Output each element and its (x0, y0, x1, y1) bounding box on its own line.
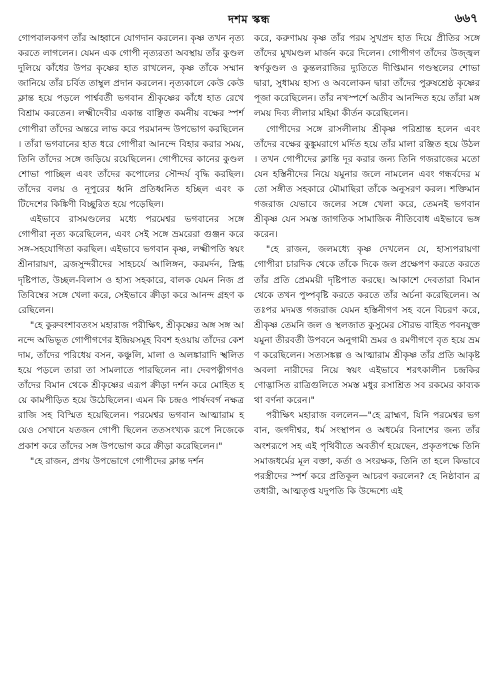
paragraph: "হে রাজন, জলমধ্যে কৃষ্ণ দেখলেন যে, হাস্যপরায়ণা গোপীরা চারদিক থেকে তাঁকে দিকে জল প্রক্ষেপণ করতে করতে তাঁর প্রতি প্রেমময়ী দৃষ্টিপাত করছে। আকাশে দেবতারা বিমান থেকে তখন পুষ্পবৃষ্টি করতে করতে তাঁর অর্চনা করেছিলেন। অতঃপর মদমত্ত গজরাজ যেমন হস্তিনীগণ সহ বনে বিচরণ করে, শ্রীকৃষ্ণ তেমনি জল ও স্থলজাত কুসুমের সৌরভ বাহিত পবনযুক্ত যমুনা তীরবর্তী উপবনে অনুগামী ভ্রমর ও রমণীগণে বৃত হয়ে ভ্রমণ করেছিলেন। সত্যসঙ্কল্প ও আত্মারাম শ্রীকৃষ্ণ তাঁর প্রতি আকৃষ্ট অবলা নারীদের নিয়ে স্বয়ং এইভাবে শরৎকালীন চন্দ্রকিরণোদ্ভাসিত রাত্রিগুলিতে সমস্ত মধুর রসাশ্রিত সব রকমের কাব্যকথা বর্ণনা করেন।" (254, 245, 480, 407)
paragraph: গোপবালকগণ তাঁর আহ্বানে যোগদান করলেন। কৃষ্ণ তখন নৃত্য করতে লাগলেন। যেমন এক গোপী নৃত্যরতা অবস্থায় তাঁর কুণ্ডল দুলিয়ে কাঁধের উপর কৃষ্ণের হাত রাখলেন, কৃষ্ণ তাঁকে সম্মান জানিয়ে তাঁর চর্বিত তাম্বুল প্রদান করলেন। নৃত্যকালে কেউ কেউ ক্লান্ত হয়ে পড়লে পার্শ্ববর্তী ভগবান শ্রীকৃষ্ণের কাঁধে হাত রেখে বিশ্রাম করতেন। লক্ষ্মীদেবীর একান্ত বাঞ্ছিত কমনীয় বক্ষের স্পর্শ গোপীরা তাঁদের অন্তরে লাভ করে পরমানন্দ উপভোগ করছিলেন। তাঁরা ভগবানের হাত ধরে গোপীরা আনন্দে বিহার করার সময়, তিনি তাঁদের সঙ্গে জড়িয়ে রয়েছিলেন। গোপীদের কানের কুণ্ডল শোভা পাচ্ছিল এবং তাঁদের কপোলের সৌন্দর্য বৃদ্ধি করছিল। তাঁদের বলয় ও নূপুরের ধ্বনি প্রতিধ্বনিত হচ্ছিল এবং কটিদেশের কিঙ্কিণী বিচ্ছুরিত হয়ে পড়েছিল। (18, 34, 244, 211)
paragraph: "হে রাজন, প্রণয় উপভোগে গোপীদের ক্লান্ত দর্শন (30, 456, 204, 467)
page-header (18, 10, 480, 28)
paragraph: "হে কুরুবংশাবতংস মহারাজ পরীক্ষিৎ, শ্রীকৃষ্ণের অঙ্গ সঙ্গ আনন্দে অভিভূত গোপীগণের ইন্দ্রিয়সমূহ বিবশ হওয়ায় তাঁদের কেশদাম, তাঁদের পরিধেয় বসন, কঞ্চুলি, মালা ও অলঙ্কারাদি স্খলিত হয়ে পড়লে তারা তা সামলাতে পারছিলেন না। দেবপত্নীগণও তাঁদের বিমান থেকে শ্রীকৃষ্ণের এরূপ ক্রীড়া দর্শন করে মোহিত হয়ে কামপীড়িত হয়ে উঠেছিলেন। এমন কি চন্দ্রও পার্ষদবর্গ নক্ষত্ররাজি সহ বিস্মিত হয়েছিলেন। পরমেশ্বর ভগবান আত্মারাম হয়েও সেখানে যতজন গোপী ছিলেন ততসংখ্যক রূপে নিজেকে প্রকাশ করে তাঁদের সঙ্গ উপভোগ করে ক্রীড়া করেছিলেন।" (18, 320, 244, 452)
chapter-title: দশম স্কন্ধ (228, 13, 270, 26)
right-column (254, 32, 480, 500)
left-column (18, 32, 244, 500)
page-number: ৬৬৭ (454, 11, 478, 25)
paragraph: পরীক্ষিৎ মহারাজ বললেন—"হে ব্রাহ্মণ, যিনি পরমেশ্বর ভগবান, জগদীশ্বর, ধর্ম সংস্থাপন ও অধর্মের বিনাশের জন্য তাঁর অংশরূপে সহ এই পৃথিবীতে অবতীর্ণ হয়েছেন, প্রকৃতপক্ষে তিনি সমাজধর্মের মূল বক্তা, কর্তা ও সংরক্ষক, তিনি তা হলে কিভাবে পরস্ত্রীদের স্পর্শ করে প্রতিকূল আচরণ করলেন? হে নিষ্ঠাবান ব্রতধারী, আত্মতৃপ্ত যদুপতি কি উদ্দেশ্যে এই (254, 411, 480, 497)
paragraph: গোপীদের সঙ্গে রাসলীলায় শ্রীকৃষ্ণ পরিশ্রান্ত হলেন এবং তাঁদের বক্ষের কুঙ্কুমরাগে মর্দিত হয়ে তাঁর মালা রঞ্জিত হয়ে উঠল। তখন গোপীদের ক্লান্তি দূর করার জন্য তিনি গজরাজের মতো যেন হস্তিনীদের নিয়ে যমুনার জলে নামলেন এবং গন্ধর্বদের মতো সঙ্গীত সহকারে মৌমাছিরা তাঁকে অনুসরণ করল। শক্তিমান গজরাজ যেভাবে জলের সঙ্গে খেলা করে, তেমনই ভগবান শ্রীকৃষ্ণ যেন সমস্ত জাগতিক সামাজিক নীতিবোধ এইভাবে ভঙ্গ করেন। (254, 124, 480, 241)
paragraph: করে, করুণাময় কৃষ্ণ তাঁর পরম সুখপ্রদ হাত দিয়ে প্রীতির সঙ্গে তাঁদের মুখমণ্ডল মার্জন করে দিলেন। গোপীগণ তাঁদের উজ্জ্বল স্বর্ণকুণ্ডল ও কুন্তলরাজির দ্যুতিতে দীপ্তিমান গণ্ডস্থলের শোভা দ্বারা, সুধাময় হাস্য ও অবলোকন দ্বারা তাঁদের পুরুষশ্রেষ্ঠ কৃষ্ণের পূজা করেছিলেন। তাঁর নখস্পর্শে অতীব আনন্দিত হয়ে তাঁরা মঙ্গলময় দিব্য লীলার মহিমা কীর্তন করেছিলেন। (254, 34, 480, 120)
paragraph: এইভাবে রাসমণ্ডলের মধ্যে পরমেশ্বর ভগবানের সঙ্গে গোপীরা নৃত্য করেছিলেন, এবং সেই সঙ্গে ভ্রমরেরা গুঞ্জন করে সঙ্গ-সহযোগিতা করছিল। এইভাবে ভগবান কৃষ্ণ, লক্ষ্মীপতি স্বয়ং শ্রীনারায়ণ, ব্রজসুন্দরীদের সাহচর্যে আলিঙ্গন, করমর্দন, স্নিগ্ধ দৃষ্টিপাত, উচ্ছল-বিলাস ও হাস্য সহকারে, বালক যেমন নিজ প্রতিবিম্বের সঙ্গে খেলা করে, সেইভাবে ক্রীড়া করে আনন্দ গ্রহণ করেছিলেন। (18, 215, 244, 316)
text-columns (18, 32, 480, 500)
